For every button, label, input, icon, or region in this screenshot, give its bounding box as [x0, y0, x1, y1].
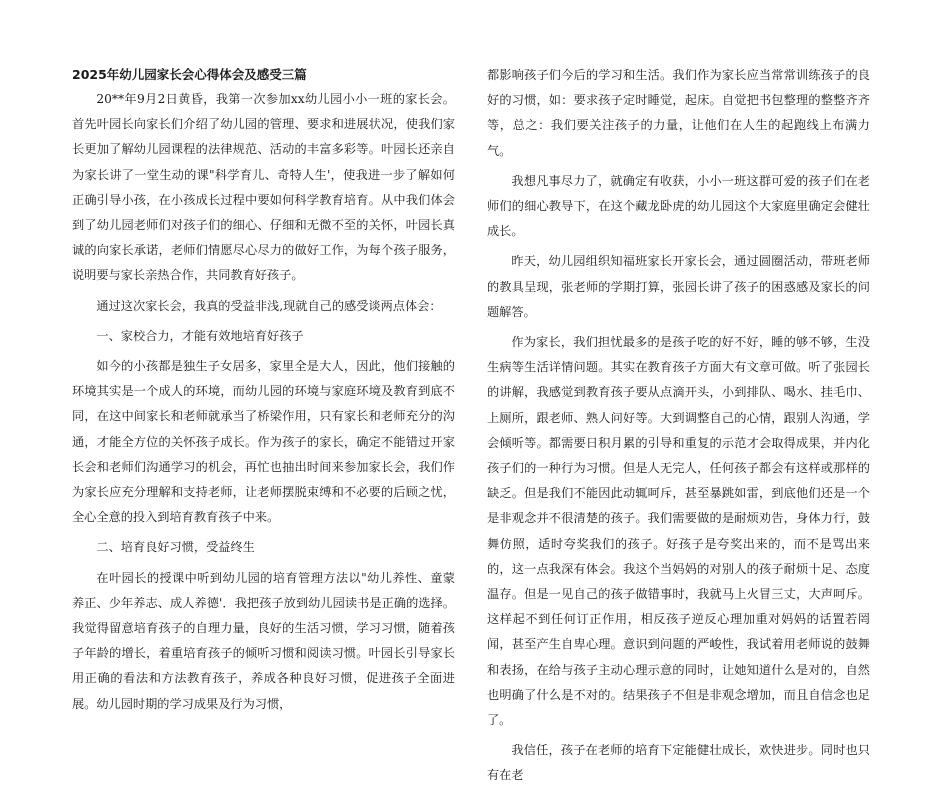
document-title: 2025年幼儿园家长会心得体会及感受三篇: [72, 67, 307, 82]
paragraph: 作为家长，我们担忧最多的是孩子吃的好不好，睡的够不够，生没生病等生活详情问题。其实在教育孩子方面大有文章可做。听了张园长的讲解，我感觉到教育孩子要从点滴开头，小到排队、喝水、挂毛巾、上厕所，跟老师、熟人问好等。大到调整自己的心情，跟别人沟通，学会倾听等。都需要日积月累的引导和重复的示范才会取得成果，并内化孩子们的一种行为习惯。但是人无完人，任何孩子都会有这样或那样的缺乏。但是我们不能因此动辄呵斥，甚至暴跳如雷，到底他们还是一个是非观念并不很清楚的孩子。我们需要做的是耐烦劝告，身体力行，鼓舞仿照，适时夸奖我们的孩子。好孩子是夸奖出来的，而不是骂出来的，这一点我深有体会。我这个当妈妈的对别人的孩子耐烦十足、态度温存。但是一见自己的孩子做错事时，我就马上火冒三丈，大声呵斥。这样起不到任何订正作用，相反孩子逆反心理加重对妈妈的话置若罔闻，甚至产生自卑心理。意识到问题的严峻性，我试着用老师说的鼓舞和表扬，在给与孩子主动心理示意的同时，让她知道什么是对的，自然也明确了什么是不对的。结果孩子不但是非观念增加，而且自信念也足了。: [487, 335, 870, 728]
paragraph: 通过这次家长会，我真的受益非浅,现就自己的感受谈两点体会：: [96, 298, 442, 313]
paragraph: 我想凡事尽力了，就确定有收获，小小一班这群可爱的孩子们在老师们的细心教导下，在这个藏龙卧虎的幼儿园这个大家庭里确定会健壮成长。: [487, 173, 870, 239]
section-heading: 一、家校合力，才能有效地培育好孩子: [96, 328, 304, 343]
paragraph-continued: 都影响孩子们今后的学习和生活。我们作为家长应当常常训练孩子的良好的习惯，如：要求孩子定时睡觉，起床。自觉把书包整理的整整齐齐等，总之：我们要关注孩子的力量，让他们在人生的起跑线上布满力气。: [487, 68, 870, 158]
right-column: [487, 63, 870, 789]
paragraph: 我信任，孩子在老师的培育下定能健壮成长，欢快进步。同时也只有在老: [487, 743, 870, 783]
paragraph: 20**年9月2日黄昏，我第一次参加xx幼儿园小小一班的家长会。首先叶园长向家长们介绍了幼儿园的管理、要求和进展状况，使我们家长更加了解幼儿园课程的法律规范、活动的丰富多彩等。叶园长还亲自为家长讲了一堂生动的课"科学育儿、奇特人生'，使我进一步了解如何正确引导小孩，在小孩成长过程中要如何科学教育培育。从中我们体会到了幼儿园老师们对孩子们的细心、仔细和无微不至的关怀，叶园长真诚的向家长承诺，老师们情愿尽心尽力的做好工作，为每个孩子服务，说明要与家长亲热合作，共同教育好孩子。: [72, 92, 455, 283]
paragraph: 昨天，幼儿园组织知福班家长开家长会，通过圆圈活动，带班老师的教具呈现，张老师的学期打算，张园长讲了孩子的困惑感及家长的问题解答。: [487, 254, 870, 319]
paragraph: 在叶园长的授课中听到幼儿园的培育管理方法以"幼儿养性、童蒙养正、少年养志、成人养德'．我把孩子放到幼儿园读书是正确的选择。我觉得留意培育孩子的自理力量，良好的生活习惯，学习习惯，随着孩子年龄的增长，着重培育孩子的倾听习惯和阅读习惯。叶园长引导家长用正确的看法和方法教育孩子，养成各种良好习惯，促进孩子全面进展。幼儿园时期的学习成果及行为习惯，: [72, 570, 455, 711]
left-column: [72, 62, 455, 717]
paragraph: 如今的小孩都是独生子女居多，家里全是大人，因此，他们接触的环境其实是一个成人的环境，而幼儿园的环境与家庭环境及教育到底不同，在这中间家长和老师就承当了桥梁作用，只有家长和老师充分的沟通，才能全方位的关怀孩子成长。作为孩子的家长，确定不能错过开家长会和老师们沟通学习的机会，再忙也抽出时间来参加家长会，我们作为家长应充分理解和支持老师，让老师摆脱束缚和不必要的后顾之忧，全心全意的投入到培育教育孩子中来。: [72, 359, 455, 525]
section-heading: 二、培育良好习惯，受益终生: [96, 540, 255, 555]
